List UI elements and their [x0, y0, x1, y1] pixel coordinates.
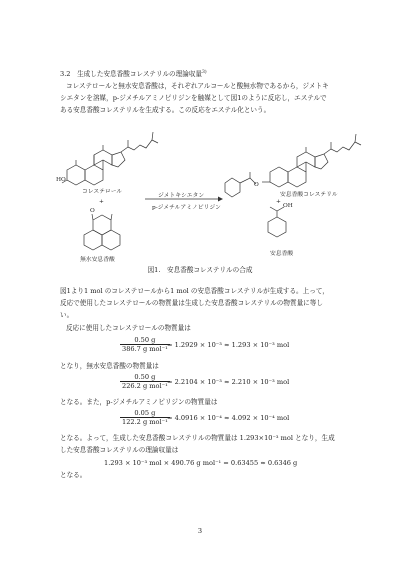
paragraph-line: となる。また，p-ジメチルアミノピリジンの物質量は — [60, 398, 218, 406]
equation-fraction — [120, 336, 170, 353]
reactant-label-anhydride: 無水安息香酸 — [80, 257, 115, 263]
fraction-numerator: 0.50 g — [120, 336, 170, 345]
arrow-reagent-below: p-ジメチルアミノピリジン — [152, 205, 221, 211]
paragraph-line: 反応に使用したコレステロールの物質量は — [66, 324, 191, 332]
reactant-label-cholesterol: コレステロール — [82, 189, 123, 195]
benzoic-anhydride-structure — [84, 214, 120, 250]
fraction-numerator: 0.50 g — [120, 373, 170, 382]
atom-label-ho: HO — [56, 177, 66, 183]
fraction-numerator: 0.05 g — [120, 409, 170, 418]
atom-label-o: O — [90, 208, 95, 214]
paragraph-line: となる。 — [60, 471, 87, 479]
equation-result: = 1.2929 × 10⁻³ ≈ 1.293 × 10⁻³ mol — [167, 341, 290, 349]
fraction-denominator: 122.2 g mol⁻¹ — [122, 418, 168, 426]
section-heading: 3.2 生成した安息香酸コレステリルの理論収量$^{3)}$ — [60, 70, 207, 79]
cholesterol-structure — [62, 132, 158, 185]
paragraph-line: ある安息香酸コレステリルを生成する。この反応をエステル化という。 — [60, 106, 271, 114]
product-label-ester: 安息香酸コレステリル — [280, 192, 338, 198]
plus-sign: + — [276, 199, 281, 205]
arrow-reagent-above: ジメトキシエタン — [158, 193, 205, 199]
fraction-denominator: 386.7 g mol⁻¹ — [122, 345, 168, 353]
paragraph-line: した安息香酸コレステリルの理論収量は — [60, 446, 179, 454]
page-number: 3 — [197, 527, 203, 535]
paragraph-line: い。 — [60, 311, 74, 319]
cholesteryl-benzoate-structure — [225, 134, 361, 197]
paragraph-line: シエタンを溶媒，p-ジメチルアミノピリジンを触媒として図1のように反応し，エステルで — [60, 94, 327, 102]
paragraph-line: コレステロールと無水安息香酸は，それぞれアルコールと酸無水物であるから，ジメトキ — [66, 82, 329, 90]
figure-caption: 図1. 安息香酸コレステリルの合成 — [147, 266, 253, 274]
equation-fraction — [120, 373, 170, 390]
paragraph-line: 反応で使用したコレステロールの物質量は生成した安息香酸コレステリルの物質量に等し — [60, 299, 323, 307]
atom-label-o: O — [254, 182, 259, 188]
equation-result: = 2.2104 × 10⁻³ ≈ 2.210 × 10⁻³ mol — [167, 378, 290, 386]
plus-sign: + — [99, 199, 104, 205]
atom-label-oh: OH — [283, 203, 293, 209]
equation-yield: 1.293 × 10⁻³ mol × 490.76 g mol⁻¹ = 0.63455 ≈ 0.6346 g — [104, 459, 298, 467]
paragraph-line: となる。よって，生成した安息香酸コレステリルの物質量は 1.293×10⁻³ mol となり，生成 — [60, 434, 335, 442]
fraction-denominator: 226.2 g mol⁻¹ — [122, 382, 168, 390]
paragraph-line: となり，無水安息香酸の物質量は — [60, 362, 159, 370]
equation-result: = 4.0916 × 10⁻⁴ ≈ 4.092 × 10⁻⁴ mol — [167, 414, 290, 422]
equation-fraction — [120, 409, 170, 426]
benzoic-acid-structure — [268, 207, 286, 237]
product-label-acid: 安息香酸 — [270, 251, 294, 257]
paragraph-line: 図1より1 mol のコレステロールから1 mol の安息香酸コレステリルが生成する。上って， — [60, 287, 329, 295]
